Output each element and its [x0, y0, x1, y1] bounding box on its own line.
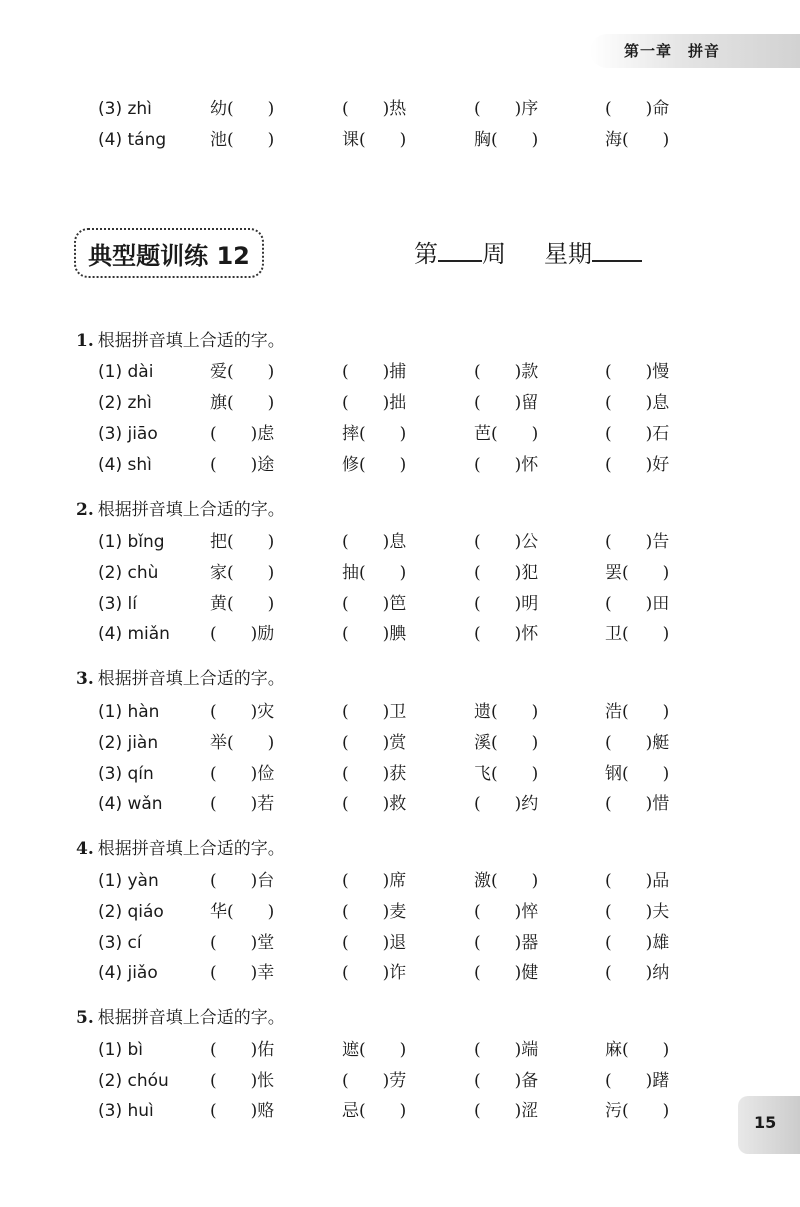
question-prompt: 根据拼音填上合适的字。	[97, 1008, 285, 1028]
exercise-row	[0, 528, 800, 556]
question-prompt: 根据拼音填上合适的字。	[97, 669, 285, 689]
pinyin: (1) bì	[98, 1040, 143, 1060]
blank-word: ( )悴	[474, 902, 539, 922]
exercise-row	[0, 95, 800, 123]
chapter-label: 第一章 拼音	[624, 42, 721, 60]
blank-word: ( )虑	[210, 424, 275, 444]
blank-word: 罢( )	[605, 563, 670, 583]
exercise-row	[0, 389, 800, 417]
section-title-box	[74, 228, 264, 278]
blank-word: 飞( )	[474, 764, 539, 784]
blank-word: ( )诈	[342, 963, 407, 983]
blank-word: 抽( )	[342, 563, 407, 583]
blank-word: ( )赏	[342, 733, 407, 753]
exercise-row	[0, 1036, 800, 1064]
blank-word: ( )石	[605, 424, 670, 444]
blank-word: 池( )	[210, 130, 275, 150]
blank-word: ( )躇	[605, 1071, 670, 1091]
pinyin: (2) chóu	[98, 1071, 169, 1091]
pinyin: (4) miǎn	[98, 624, 170, 644]
blank-word: ( )热	[342, 99, 407, 119]
question-heading	[76, 1006, 285, 1030]
page-number: 15	[754, 1113, 777, 1132]
blank-word: 幼( )	[210, 99, 275, 119]
blank-word: 课( )	[342, 130, 407, 150]
blank-word: ( )命	[605, 99, 670, 119]
exercise-row	[0, 790, 800, 818]
blank-word: ( )涩	[474, 1101, 539, 1121]
exercise-row	[0, 698, 800, 726]
pinyin: (2) qiáo	[98, 902, 164, 922]
blank-word: ( )田	[605, 594, 670, 614]
blank-word: 修( )	[342, 455, 407, 475]
blank-word: ( )拙	[342, 393, 407, 413]
blank-word: ( )序	[474, 99, 539, 119]
blank-word: ( )怀	[474, 624, 539, 644]
blank-word: 钢( )	[605, 764, 670, 784]
blank-word: ( )励	[210, 624, 275, 644]
blank-word: 卫( )	[605, 624, 670, 644]
exercise-row	[0, 729, 800, 757]
blank-word: ( )途	[210, 455, 275, 475]
blank-word: ( )若	[210, 794, 275, 814]
exercise-row	[0, 929, 800, 957]
question-prompt: 根据拼音填上合适的字。	[97, 331, 285, 351]
weekday-label: 星期	[544, 240, 592, 268]
pinyin: (4) shì	[98, 455, 152, 475]
blank-word: ( )备	[474, 1071, 539, 1091]
question-prompt: 根据拼音填上合适的字。	[97, 500, 285, 520]
week-label: 周	[482, 240, 506, 268]
week-day-line	[414, 234, 642, 269]
pinyin: (4) jiǎo	[98, 963, 158, 983]
blank-word: 污( )	[605, 1101, 670, 1121]
exercise-row	[0, 1097, 800, 1125]
blank-word: ( )卫	[342, 702, 407, 722]
exercise-row	[0, 126, 800, 154]
blank-word: ( )惜	[605, 794, 670, 814]
exercise-row	[0, 559, 800, 587]
exercise-row	[0, 620, 800, 648]
blank-word: ( )赂	[210, 1101, 275, 1121]
question-number: 5.	[76, 1008, 94, 1028]
blank-word: ( )端	[474, 1040, 539, 1060]
pinyin: (3) qín	[98, 764, 154, 784]
pinyin: (4) táng	[98, 130, 167, 150]
blank-word: ( )器	[474, 933, 539, 953]
blank-word: 激( )	[474, 871, 539, 891]
blank-word: ( )幸	[210, 963, 275, 983]
blank-word: ( )台	[210, 871, 275, 891]
pinyin: (1) yàn	[98, 871, 159, 891]
blank-word: 遗( )	[474, 702, 539, 722]
blank-word: 爱( )	[210, 362, 275, 382]
pinyin: (3) huì	[98, 1101, 154, 1121]
exercise-row	[0, 959, 800, 987]
blank-word: 黄( )	[210, 594, 275, 614]
question-number: 3.	[76, 669, 94, 689]
blank-word: ( )救	[342, 794, 407, 814]
question-heading	[76, 329, 285, 353]
blank-word: ( )艇	[605, 733, 670, 753]
blank-word: ( )劳	[342, 1071, 407, 1091]
weekday-blank	[592, 238, 642, 262]
blank-word: 旗( )	[210, 393, 275, 413]
exercise-row	[0, 1067, 800, 1095]
blank-word: ( )退	[342, 933, 407, 953]
blank-word: 浩( )	[605, 702, 670, 722]
exercise-row	[0, 358, 800, 386]
pinyin: (2) chù	[98, 563, 159, 583]
blank-word: 遮( )	[342, 1040, 407, 1060]
blank-word: ( )腆	[342, 624, 407, 644]
blank-word: ( )息	[605, 393, 670, 413]
blank-word: ( )犯	[474, 563, 539, 583]
blank-word: 芭( )	[474, 424, 539, 444]
blank-word: ( )品	[605, 871, 670, 891]
blank-word: ( )款	[474, 362, 539, 382]
blank-word: 海( )	[605, 130, 670, 150]
section-title: 典型题训练 12	[88, 241, 250, 270]
question-number: 2.	[76, 500, 94, 520]
blank-word: ( )约	[474, 794, 539, 814]
exercise-row	[0, 760, 800, 788]
blank-word: 家( )	[210, 563, 275, 583]
exercise-row	[0, 420, 800, 448]
blank-word: 把( )	[210, 532, 275, 552]
pinyin: (2) jiàn	[98, 733, 159, 753]
blank-word: ( )夫	[605, 902, 670, 922]
blank-word: ( )留	[474, 393, 539, 413]
blank-word: ( )雄	[605, 933, 670, 953]
blank-word: 华( )	[210, 902, 275, 922]
week-prefix: 第	[414, 240, 438, 268]
blank-word: ( )获	[342, 764, 407, 784]
blank-word: ( )明	[474, 594, 539, 614]
question-heading	[76, 837, 285, 861]
blank-word: ( )堂	[210, 933, 275, 953]
exercise-row	[0, 451, 800, 479]
pinyin: (3) lí	[98, 594, 137, 614]
blank-word: ( )怀	[474, 455, 539, 475]
question-heading	[76, 667, 285, 691]
blank-word: ( )纳	[605, 963, 670, 983]
pinyin: (3) cí	[98, 933, 142, 953]
blank-word: ( )怅	[210, 1071, 275, 1091]
blank-word: ( )席	[342, 871, 407, 891]
exercise-row	[0, 898, 800, 926]
blank-word: 忌( )	[342, 1101, 407, 1121]
blank-word: ( )捕	[342, 362, 407, 382]
pinyin: (4) wǎn	[98, 794, 163, 814]
blank-word: ( )麦	[342, 902, 407, 922]
blank-word: ( )佑	[210, 1040, 275, 1060]
exercise-row	[0, 867, 800, 895]
blank-word: ( )告	[605, 532, 670, 552]
question-number: 1.	[76, 331, 94, 351]
question-prompt: 根据拼音填上合适的字。	[97, 839, 285, 859]
blank-word: 溪( )	[474, 733, 539, 753]
pinyin: (3) zhì	[98, 99, 152, 119]
blank-word: 胸( )	[474, 130, 539, 150]
blank-word: ( )慢	[605, 362, 670, 382]
blank-word: 举( )	[210, 733, 275, 753]
pinyin: (1) bǐng	[98, 532, 165, 552]
exercise-row	[0, 590, 800, 618]
blank-word: ( )息	[342, 532, 407, 552]
pinyin: (1) dài	[98, 362, 154, 382]
blank-word: ( )灾	[210, 702, 275, 722]
blank-word: ( )好	[605, 455, 670, 475]
blank-word: ( )笆	[342, 594, 407, 614]
pinyin: (1) hàn	[98, 702, 160, 722]
pinyin: (3) jiāo	[98, 424, 158, 444]
blank-word: 麻( )	[605, 1040, 670, 1060]
blank-word: ( )健	[474, 963, 539, 983]
blank-word: ( )公	[474, 532, 539, 552]
pinyin: (2) zhì	[98, 393, 152, 413]
question-heading	[76, 498, 285, 522]
question-number: 4.	[76, 839, 94, 859]
blank-word: 摔( )	[342, 424, 407, 444]
blank-word: ( )俭	[210, 764, 275, 784]
week-blank	[438, 238, 482, 262]
